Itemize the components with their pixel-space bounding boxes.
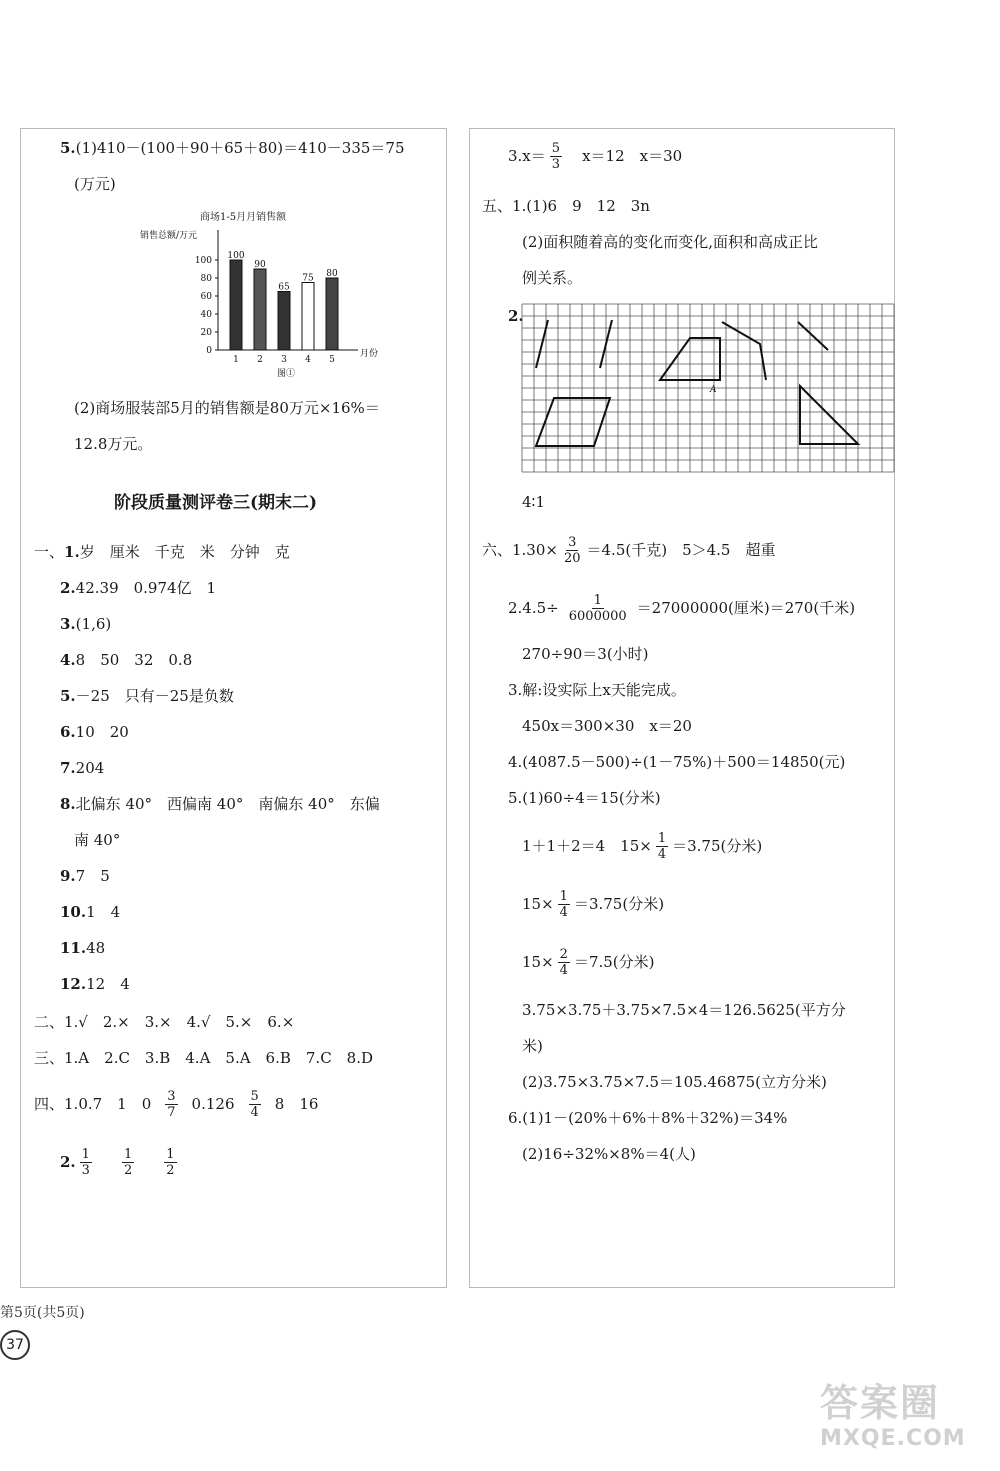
transformation-grid (518, 300, 898, 480)
bar-3 (278, 292, 290, 351)
part6-q5-line5: 3.75×3.75＋3.75×7.5×4＝126.5625(平方分 (522, 1001, 846, 1019)
part6-q3-line2: 450x＝300×30 x＝20 (522, 717, 692, 735)
fraction-1-2: $\frac{1}{2}$ (123, 1146, 133, 1178)
part1-item (60, 650, 192, 670)
x-tick-label: 1 (233, 355, 239, 365)
part1-label: 一、 (34, 543, 65, 561)
item-number: 12. (60, 975, 87, 993)
part1-item (74, 830, 120, 850)
part6-q6-line2: (2)16÷32%×8%＝4(人) (522, 1145, 696, 1163)
part6-q5-line3: 15× $\frac{1}{4}$ ＝3.75(分米) (522, 888, 665, 920)
y-tick-label: 40 (200, 310, 212, 320)
bar-1 (230, 260, 242, 350)
fraction-1-4b: $\frac{1}{4}$ (559, 888, 568, 920)
page-number-badge: 37 (0, 1330, 30, 1360)
bar-value-label: 100 (227, 251, 245, 261)
item-answer: 10 20 (75, 723, 129, 741)
y-axis-label: 销售总额/万元 (140, 231, 198, 241)
item-answer: (1,6) (75, 615, 112, 633)
fraction-2-4: $\frac{2}{4}$ (559, 946, 568, 978)
item-number: 2. (60, 579, 76, 597)
x-tick-label: 4 (305, 355, 311, 365)
parallel-segments (536, 320, 612, 368)
part3-answers: 三、1.A 2.C 3.B 4.A 5.A 6.B 7.C 8.D (34, 1049, 374, 1067)
part5-q1-line2: (2)面积随着高的变化而变化,面积和高成正比 (522, 233, 819, 251)
part6-q5-line6: 米) (522, 1037, 543, 1055)
part1-item (60, 722, 129, 742)
fraction-1-6000000: $\frac{1}{6000000}$ (568, 592, 627, 624)
item-number: 4. (60, 651, 76, 669)
item-number: 11. (60, 939, 87, 957)
part6-q6-line1: 6.(1)1－(20%＋6%＋8%＋32%)＝34% (508, 1109, 788, 1127)
item-number: 1. (64, 543, 80, 561)
rotated-shape (722, 322, 766, 380)
part1-item (60, 974, 130, 994)
fraction-5-3: $\frac{5}{3}$ (551, 140, 561, 172)
x-tick-label: 3 (281, 355, 287, 365)
part2-answers: 二、1.√ 2.× 3.× 4.√ 5.× 6.× (34, 1013, 295, 1031)
section-title: 阶段质量测评卷三(期末二) (114, 493, 318, 513)
q5-part1-line2: (万元) (74, 175, 116, 193)
parallelogram (536, 398, 610, 446)
part6-q2-line2: 270÷90＝3(小时) (522, 645, 649, 663)
q5-part2-line1: (2)商场服装部5月的销售额是80万元×16%＝ (74, 399, 380, 417)
fraction-3-20: $\frac{3}{20}$ (563, 534, 581, 566)
fraction-3-7: $\frac{3}{7}$ (167, 1088, 176, 1120)
fraction-5-4: $\frac{5}{4}$ (250, 1088, 259, 1120)
triangle (800, 386, 858, 444)
bar-5 (326, 278, 338, 350)
part1-item (60, 614, 111, 634)
y-tick-label: 80 (200, 274, 212, 284)
right-q3: 3.x＝ $\frac{5}{3}$ x＝12 x＝30 (508, 140, 683, 172)
item-answer: 12 4 (86, 975, 130, 993)
part5-q1-line3: 例关系。 (522, 269, 583, 287)
x-tick-label: 2 (257, 355, 263, 365)
y-tick-label: 100 (194, 256, 212, 266)
item-number: 6. (60, 723, 76, 741)
bar-value-label: 65 (278, 282, 290, 293)
part1-item (60, 794, 380, 814)
bar-2 (254, 269, 266, 350)
q5-part1-line1: 5.(1)410－(100＋90＋65＋80)＝410－335＝75 (60, 139, 405, 157)
item-answer: 8 50 32 0.8 (75, 651, 193, 669)
item-number: 8. (60, 795, 76, 813)
watermark-top: 答案圈 (820, 1381, 941, 1425)
part4-q1: 四、1. 0.7 1 0 $\frac{3}{7}$ 0.126 $\frac{5}{4}$ 8 16 (34, 1088, 319, 1120)
x-tick-label: 5 (329, 355, 335, 365)
item-answer: 岁 厘米 千克 米 分钟 克 (79, 543, 290, 561)
part1-item (60, 902, 120, 922)
part1-item (60, 578, 216, 598)
item-number: 9. (60, 867, 76, 885)
item-number: 3. (60, 615, 76, 633)
item-answer: 42.39 0.974亿 1 (75, 579, 217, 597)
bar-value-label: 75 (302, 273, 314, 284)
item-answer: 南 40° (74, 831, 121, 849)
part6-q3-line1: 3.解:设实际上x天能完成。 (508, 681, 686, 699)
part4-q2: 2. $\frac{1}{3}$ $\frac{1}{2}$ $\frac{1}{2}$ (60, 1146, 175, 1178)
part1-item (34, 542, 290, 562)
part6-q5-line7: (2)3.75×3.75×7.5＝105.46875(立方分米) (522, 1073, 827, 1091)
part6-q4: 4.(4087.5－500)÷(1－75%)＋500＝14850(元) (508, 753, 846, 771)
q5-part2-line2: 12.8万元。 (74, 435, 153, 453)
item-number: 5. (60, 687, 76, 705)
fraction-1-3: $\frac{1}{3}$ (81, 1146, 90, 1178)
bar-4 (302, 283, 314, 351)
x-axis-label: 月份 (360, 349, 379, 359)
part6-q5-line2: 1＋1＋2＝4 15× $\frac{1}{4}$ ＝3.75(分米) (522, 830, 763, 862)
item-answer: 1 4 (86, 903, 121, 921)
item-answer: 204 (75, 759, 105, 777)
part1-item (60, 938, 105, 958)
watermark-logo (820, 1380, 990, 1465)
part6-q5-line1: 5.(1)60÷4＝15(分米) (508, 789, 661, 807)
part5-q2-label: 2. (508, 307, 524, 325)
item-number: 10. (60, 903, 87, 921)
y-tick-label: 60 (200, 292, 212, 302)
part6-q5-line4: 15× $\frac{2}{4}$ ＝7.5(分米) (522, 946, 655, 978)
chart-caption: 图① (276, 369, 296, 379)
part1-item (60, 758, 104, 778)
item-answer: 7 5 (75, 867, 110, 885)
sales-bar-chart (140, 222, 380, 392)
chart-title: 商场1-5月月销售额 (200, 212, 287, 223)
item-number: 7. (60, 759, 76, 777)
bar-value-label: 90 (254, 260, 266, 270)
item-answer: 北偏东 40° 西偏南 40° 南偏东 40° 东偏 (75, 795, 380, 813)
short-segment (798, 322, 828, 350)
fraction-1-2b: $\frac{1}{2}$ (166, 1146, 175, 1178)
item-answer: 48 (86, 939, 106, 957)
y-tick-label: 20 (200, 328, 212, 338)
part1-item (60, 686, 234, 706)
part5-q1: 五、1.(1)6 9 12 3n (482, 197, 650, 215)
scale-ratio: 4∶1 (522, 493, 545, 511)
part1-item (60, 866, 110, 886)
page-footer: 第5页(共5页) (0, 1305, 85, 1321)
y-tick-label: 0 (206, 346, 212, 356)
item-answer: －25 只有－25是负数 (75, 687, 234, 705)
watermark-bottom: MXQE.COM (820, 1426, 966, 1451)
point-a-label: A (710, 385, 717, 395)
fraction-1-4a: $\frac{1}{4}$ (657, 830, 667, 862)
part6-q1: 六、1.30× $\frac{3}{20}$ ＝4.5(千克) 5＞4.5 超重 (482, 534, 776, 566)
part6-q2: 2.4.5÷ $\frac{1}{6000000}$ ＝27000000(厘米)＝270(千米) (508, 592, 856, 624)
bar-value-label: 80 (326, 269, 338, 279)
